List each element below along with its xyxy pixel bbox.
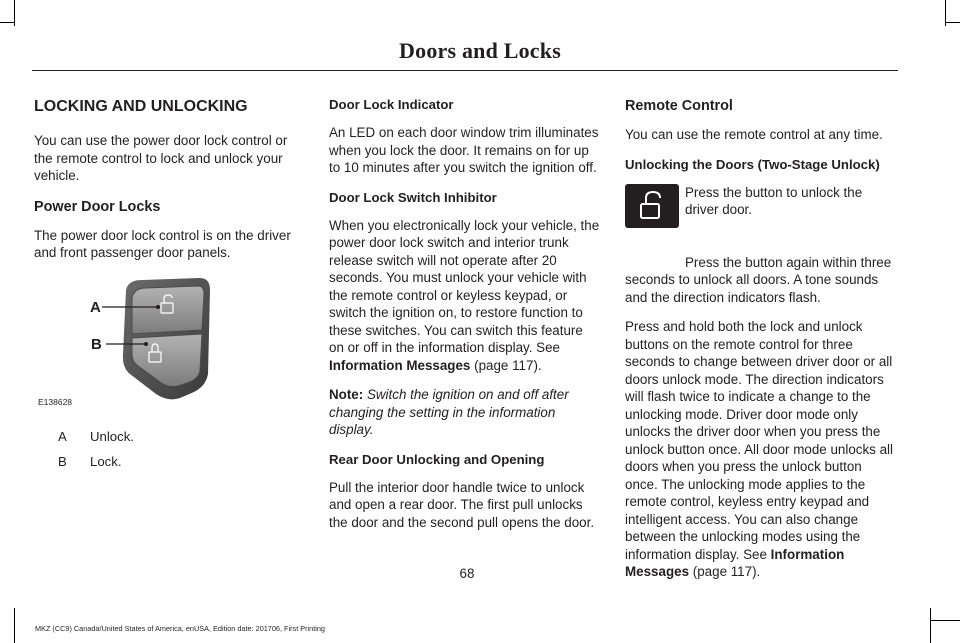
column-2 [329, 96, 601, 543]
unlock-mode-text [625, 318, 895, 581]
crop-mark [946, 22, 960, 23]
footer-text: MKZ (CC9) Canada/United States of America, enUSA, Edition date: 201706, First Printing [35, 624, 325, 633]
intro-text: You can use the power door lock control or the remote control to lock and unlock your vehicle. [34, 133, 288, 183]
remote-step-2 [625, 254, 895, 307]
header-rule [32, 70, 898, 71]
door-lock-indicator-heading: Door Lock Indicator [329, 97, 454, 112]
rear-door-heading: Rear Door Unlocking and Opening [329, 451, 545, 467]
page-reference: (page 117). [474, 357, 542, 373]
remote-step-2-text: Press the button again within three seconds to unlock all doors. A tone sounds and the direction indicators flash. [625, 254, 892, 305]
crop-mark [0, 22, 14, 23]
crop-mark [930, 620, 960, 621]
legend-value: Unlock. [90, 428, 134, 444]
remote-control-intro: You can use the remote control at any time. [625, 127, 883, 142]
information-messages-link[interactable]: Information Messages [625, 546, 845, 579]
door-lock-switch-inhibitor-text [329, 217, 601, 375]
door-lock-switch-inhibitor-heading: Door Lock Switch Inhibitor [329, 189, 497, 205]
figure-code: E138628 [38, 397, 73, 407]
remote-unlock-step [625, 184, 895, 252]
information-messages-link[interactable]: Information Messages [329, 357, 471, 373]
page-reference: (page 117). [692, 564, 761, 579]
legend-row-b [34, 453, 302, 470]
page-header-title: Doors and Locks [399, 38, 561, 63]
note-label: Note: [329, 387, 364, 402]
crop-mark [930, 608, 931, 643]
legend-key: A [58, 428, 67, 444]
legend-key: B [58, 453, 67, 469]
note-text: Switch the ignition on and off after changing the setting in the information display. [329, 387, 569, 437]
remote-control-heading: Remote Control [625, 98, 733, 114]
inhibitor-body: When you electronically lock your vehicle, the power door lock switch and interior trunk release switch will not operate after 20 seconds. You must unlock your vehicle with the remote control or keyless keypad, or switch the ignition on, to restore function to these switches. You can switch this feature on or off in the information display. See [329, 217, 600, 355]
remote-step-1: Press the button to unlock the driver door. [685, 184, 863, 217]
rear-door-text: Pull the interior door handle twice to unlock and open a rear door. The first pull unlocks the door and the second pull opens the door. [329, 479, 595, 530]
column-3 [625, 96, 895, 593]
note [329, 386, 601, 439]
column-1 [34, 96, 302, 478]
door-switch-illustration [34, 274, 302, 414]
callout-a: A [90, 298, 101, 316]
crop-mark [14, 0, 15, 26]
two-stage-unlock-heading: Unlocking the Doors (Two-Stage Unlock) [625, 156, 880, 172]
callout-b: B [91, 335, 102, 353]
legend-value: Lock. [90, 453, 122, 469]
section-heading: LOCKING AND UNLOCKING [34, 98, 248, 115]
remote-unlock-icon [625, 184, 679, 228]
legend-row-a [34, 428, 302, 445]
power-door-locks-text: The power door lock control is on the driver and front passenger door panels. [34, 227, 291, 260]
crop-mark [14, 608, 15, 643]
power-door-locks-heading: Power Door Locks [34, 198, 161, 215]
door-lock-indicator-text: An LED on each door window trim illuminates when you lock the door. It remains on for up to 10 minutes after you switch the ignition off. [329, 125, 599, 175]
page-number: 68 [459, 566, 475, 581]
door-switch-figure [34, 274, 302, 414]
unlock-mode-body: Press and hold both the lock and unlock buttons on the remote control for three seconds to change between driver door or all doors unlock mode. The direction indicators will flash twice to indicate a change to the unlocking mode. Driver door mode only unlocks the driver door when you press the unlock button once. All door mode unlocks all doors when you press the unlock button once. The unlocking mode applies to the remote control, keyless entry keypad and intelligent access. You can also change between the unlocking modes using the information display. See [625, 319, 893, 562]
